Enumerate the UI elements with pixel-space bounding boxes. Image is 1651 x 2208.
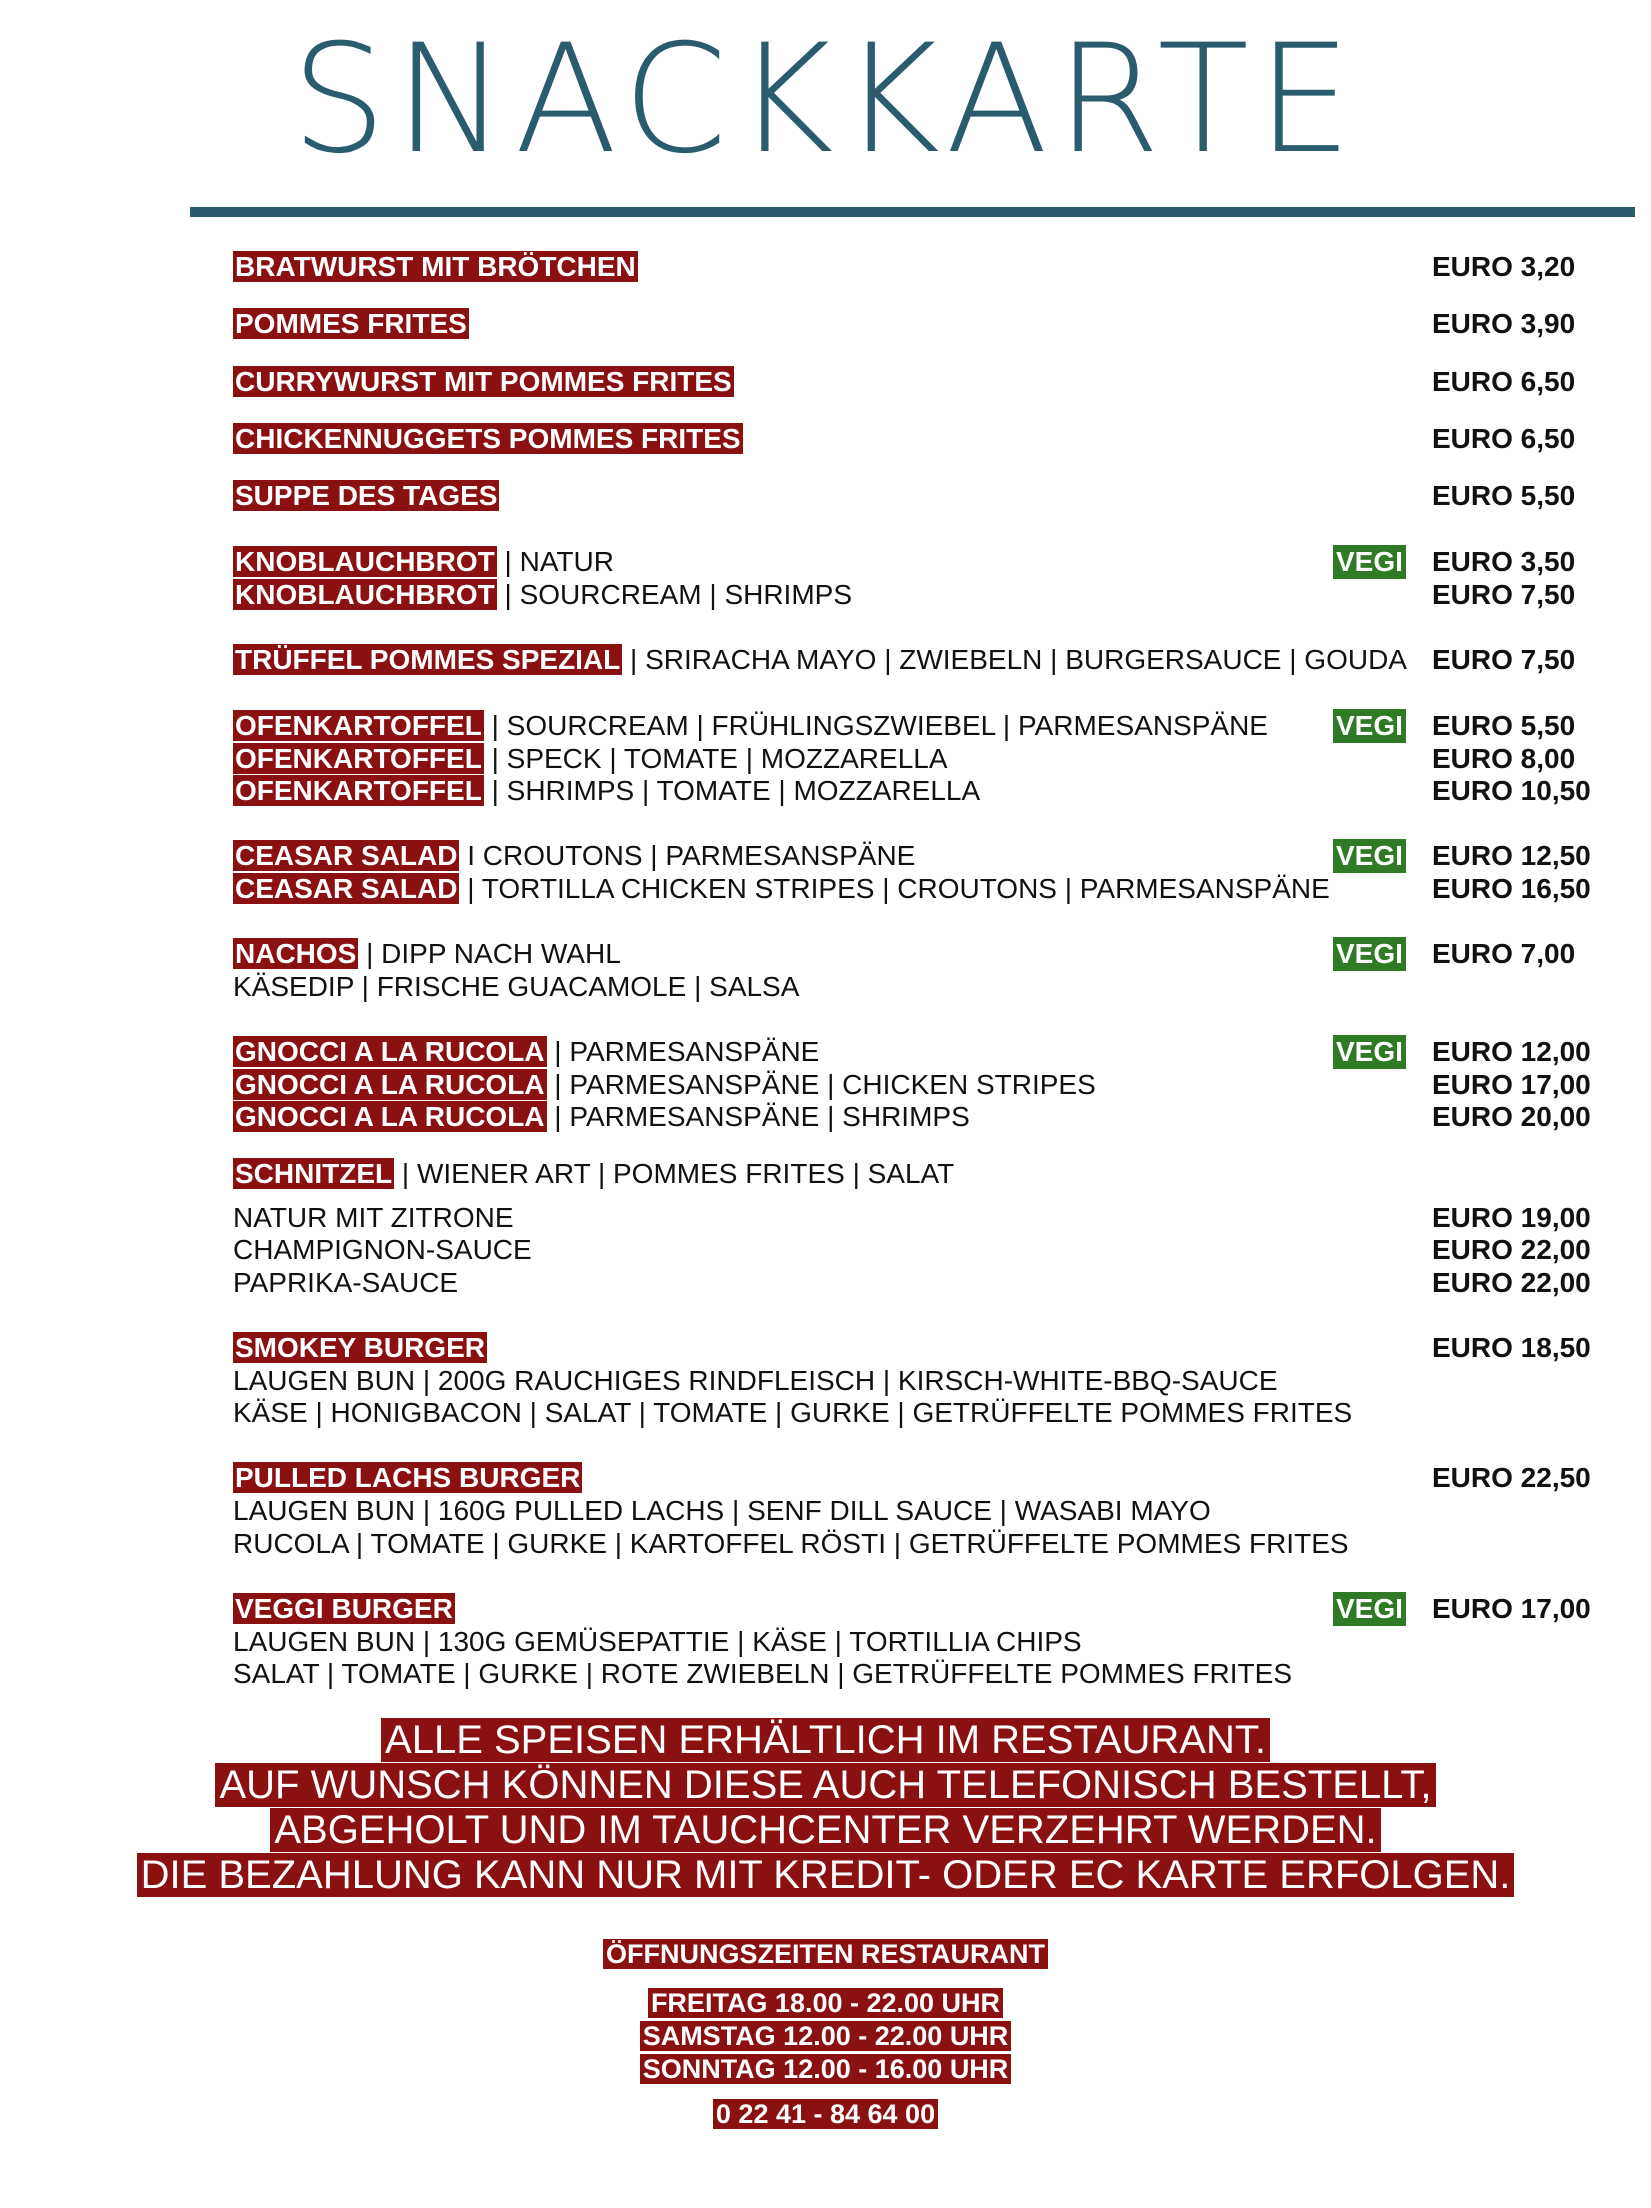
vegi-badge: VEGI: [1333, 839, 1406, 873]
item-price: EURO 8,00: [1432, 743, 1576, 774]
opening-hours-heading: ÖFFNUNGSZEITEN RESTAURANT: [603, 1939, 1048, 1969]
notice-line: AUF WUNSCH KÖNNEN DIESE AUCH TELEFONISCH BESTELLT,: [215, 1763, 1435, 1807]
phone-number: 0 22 41 - 84 64 00: [713, 2099, 938, 2129]
item-detail: | SHRIMPS | TOMATE | MOZZARELLA: [483, 775, 981, 806]
item-name: BRATWURST MIT BRÖTCHEN: [235, 251, 636, 282]
menu-item-ceasar-salad-chicken: [233, 872, 1330, 906]
schnitzel-variant-natur: NATUR MIT ZITRONE: [233, 1202, 514, 1233]
item-price: EURO 6,50: [1432, 366, 1576, 397]
opening-hours: [0, 1938, 1651, 1971]
item-subline: KÄSE | HONIGBACON | SALAT | TOMATE | GURKE | GETRÜFFELTE POMMES FRITES: [233, 1397, 1353, 1428]
item-price: EURO 7,50: [1432, 644, 1576, 675]
item-subline: RUCOLA | TOMATE | GURKE | KARTOFFEL RÖSTI | GETRÜFFELTE POMMES FRITES: [233, 1528, 1349, 1559]
item-detail: | TORTILLA CHICKEN STRIPES | CROUTONS | PARMESANSPÄNE: [459, 873, 1330, 904]
schnitzel-variant-champignon: CHAMPIGNON-SAUCE: [233, 1234, 532, 1265]
item-detail: | SPECK | TOMATE | MOZZARELLA: [483, 743, 948, 774]
notice-line: DIE BEZAHLUNG KANN NUR MIT KREDIT- ODER EC KARTE ERFOLGEN.: [137, 1853, 1515, 1897]
item-name: KNOBLAUCHBROT: [235, 579, 495, 610]
item-price: EURO 12,50: [1432, 840, 1591, 871]
item-price: EURO 5,50: [1432, 710, 1576, 741]
menu-item-schnitzel: [233, 1157, 954, 1191]
item-name: TRÜFFEL POMMES SPEZIAL: [235, 644, 621, 675]
item-detail: | PARMESANSPÄNE | CHICKEN STRIPES: [546, 1069, 1096, 1100]
menu-item-pommes: [233, 307, 469, 341]
notice-line: ALLE SPEISEN ERHÄLTLICH IM RESTAURANT.: [381, 1718, 1270, 1762]
menu-item-suppe: [233, 479, 499, 513]
menu-item-ofenkartoffel-sourcream: [233, 709, 1268, 743]
item-name: KNOBLAUCHBROT: [235, 546, 495, 577]
vegi-badge: VEGI: [1333, 1035, 1406, 1069]
item-subline: KÄSEDIP | FRISCHE GUACAMOLE | SALSA: [233, 971, 800, 1002]
phone-block: [0, 2098, 1651, 2131]
menu-item-knoblauchbrot-shrimps: [233, 578, 852, 612]
hours-sunday: SONNTAG 12.00 - 16.00 UHR: [640, 2054, 1012, 2084]
opening-hours-days: [0, 1987, 1651, 2086]
item-detail: I CROUTONS | PARMESANSPÄNE: [459, 840, 916, 871]
item-detail: | SRIRACHA MAYO | ZWIEBELN | BURGERSAUCE | GOUDA: [622, 644, 1407, 675]
menu-item-ceasar-salad: [233, 839, 915, 873]
schnitzel-variant-paprika: PAPRIKA-SAUCE: [233, 1267, 459, 1298]
item-price: EURO 7,00: [1432, 938, 1576, 969]
menu-item-pulled-lachs-burger: [233, 1461, 582, 1495]
item-detail: | SOURCREAM | FRÜHLINGSZWIEBEL | PARMESANSPÄNE: [483, 710, 1268, 741]
item-price: EURO 22,50: [1432, 1462, 1591, 1493]
item-name: GNOCCI A LA RUCOLA: [235, 1101, 545, 1132]
item-name: POMMES FRITES: [235, 308, 467, 339]
item-detail: | DIPP NACH WAHL: [358, 938, 621, 969]
item-price: EURO 3,50: [1432, 546, 1576, 577]
item-price: EURO 19,00: [1432, 1202, 1591, 1233]
menu-item-chickennuggets: [233, 422, 743, 456]
item-price: EURO 22,00: [1432, 1267, 1591, 1298]
item-detail: | PARMESANSPÄNE | SHRIMPS: [546, 1101, 970, 1132]
item-subline: LAUGEN BUN | 130G GEMÜSEPATTIE | KÄSE | TORTILLIA CHIPS: [233, 1626, 1082, 1657]
item-price: EURO 17,00: [1432, 1069, 1591, 1100]
item-price: EURO 12,00: [1432, 1036, 1591, 1067]
item-name: CEASAR SALAD: [235, 873, 458, 904]
menu-item-nachos: [233, 937, 621, 971]
item-price: EURO 18,50: [1432, 1332, 1591, 1363]
item-price: EURO 3,20: [1432, 251, 1576, 282]
menu-item-bratwurst: [233, 250, 638, 284]
item-name: SUPPE DES TAGES: [235, 480, 498, 511]
item-name: CURRYWURST MIT POMMES FRITES: [235, 366, 732, 397]
item-price: EURO 16,50: [1432, 873, 1591, 904]
menu-item-gnocchi-chicken: [233, 1068, 1096, 1102]
item-name: OFENKARTOFFEL: [235, 710, 482, 741]
title-divider: [190, 207, 1635, 217]
menu-item-knoblauchbrot-natur: [233, 545, 614, 579]
item-detail: | SOURCREAM | SHRIMPS: [496, 579, 853, 610]
vegi-badge: VEGI: [1333, 709, 1406, 743]
menu-item-trueffel-pommes: [233, 643, 1407, 677]
item-price: EURO 22,00: [1432, 1234, 1591, 1265]
item-name: OFENKARTOFFEL: [235, 743, 482, 774]
vegi-badge: VEGI: [1333, 937, 1406, 971]
item-price: EURO 20,00: [1432, 1101, 1591, 1132]
item-price: EURO 5,50: [1432, 480, 1576, 511]
item-subline: SALAT | TOMATE | GURKE | ROTE ZWIEBELN | GETRÜFFELTE POMMES FRITES: [233, 1658, 1293, 1689]
notice-line: ABGEHOLT UND IM TAUCHCENTER VERZEHRT WERDEN.: [270, 1808, 1380, 1852]
vegi-badge: VEGI: [1333, 1592, 1406, 1626]
item-subline: LAUGEN BUN | 160G PULLED LACHS | SENF DILL SAUCE | WASABI MAYO: [233, 1495, 1211, 1526]
item-name: GNOCCI A LA RUCOLA: [235, 1069, 545, 1100]
page-title: SNACKKARTE: [291, 13, 1360, 187]
menu-item-ofenkartoffel-speck: [233, 742, 948, 776]
menu-item-ofenkartoffel-shrimps: [233, 774, 980, 808]
hours-saturday: SAMSTAG 12.00 - 22.00 UHR: [640, 2021, 1012, 2051]
menu-item-veggi-burger: [233, 1592, 455, 1626]
item-name: PULLED LACHS BURGER: [235, 1462, 581, 1493]
item-price: EURO 3,90: [1432, 308, 1576, 339]
menu-item-gnocchi: [233, 1035, 819, 1069]
menu-item-currywurst: [233, 365, 734, 399]
restaurant-notice: [0, 1718, 1651, 1898]
item-detail: | PARMESANSPÄNE: [546, 1036, 820, 1067]
item-detail: | WIENER ART | POMMES FRITES | SALAT: [394, 1158, 955, 1189]
hours-friday: FREITAG 18.00 - 22.00 UHR: [648, 1988, 1003, 2018]
menu-item-smokey-burger: [233, 1331, 487, 1365]
item-name: NACHOS: [235, 938, 357, 969]
item-subline: LAUGEN BUN | 200G RAUCHIGES RINDFLEISCH | KIRSCH-WHITE-BBQ-SAUCE: [233, 1365, 1278, 1396]
item-name: OFENKARTOFFEL: [235, 775, 482, 806]
item-price: EURO 10,50: [1432, 775, 1591, 806]
item-detail: | NATUR: [496, 546, 614, 577]
item-name: VEGGI BURGER: [235, 1593, 453, 1624]
item-name: CHICKENNUGGETS POMMES FRITES: [235, 423, 741, 454]
item-price: EURO 17,00: [1432, 1593, 1591, 1624]
menu-item-gnocchi-shrimps: [233, 1100, 970, 1134]
item-name: GNOCCI A LA RUCOLA: [235, 1036, 545, 1067]
item-name: CEASAR SALAD: [235, 840, 458, 871]
vegi-badge: VEGI: [1333, 545, 1406, 579]
item-name: SMOKEY BURGER: [235, 1332, 485, 1363]
item-name: SCHNITZEL: [235, 1158, 393, 1189]
item-price: EURO 7,50: [1432, 579, 1576, 610]
item-price: EURO 6,50: [1432, 423, 1576, 454]
